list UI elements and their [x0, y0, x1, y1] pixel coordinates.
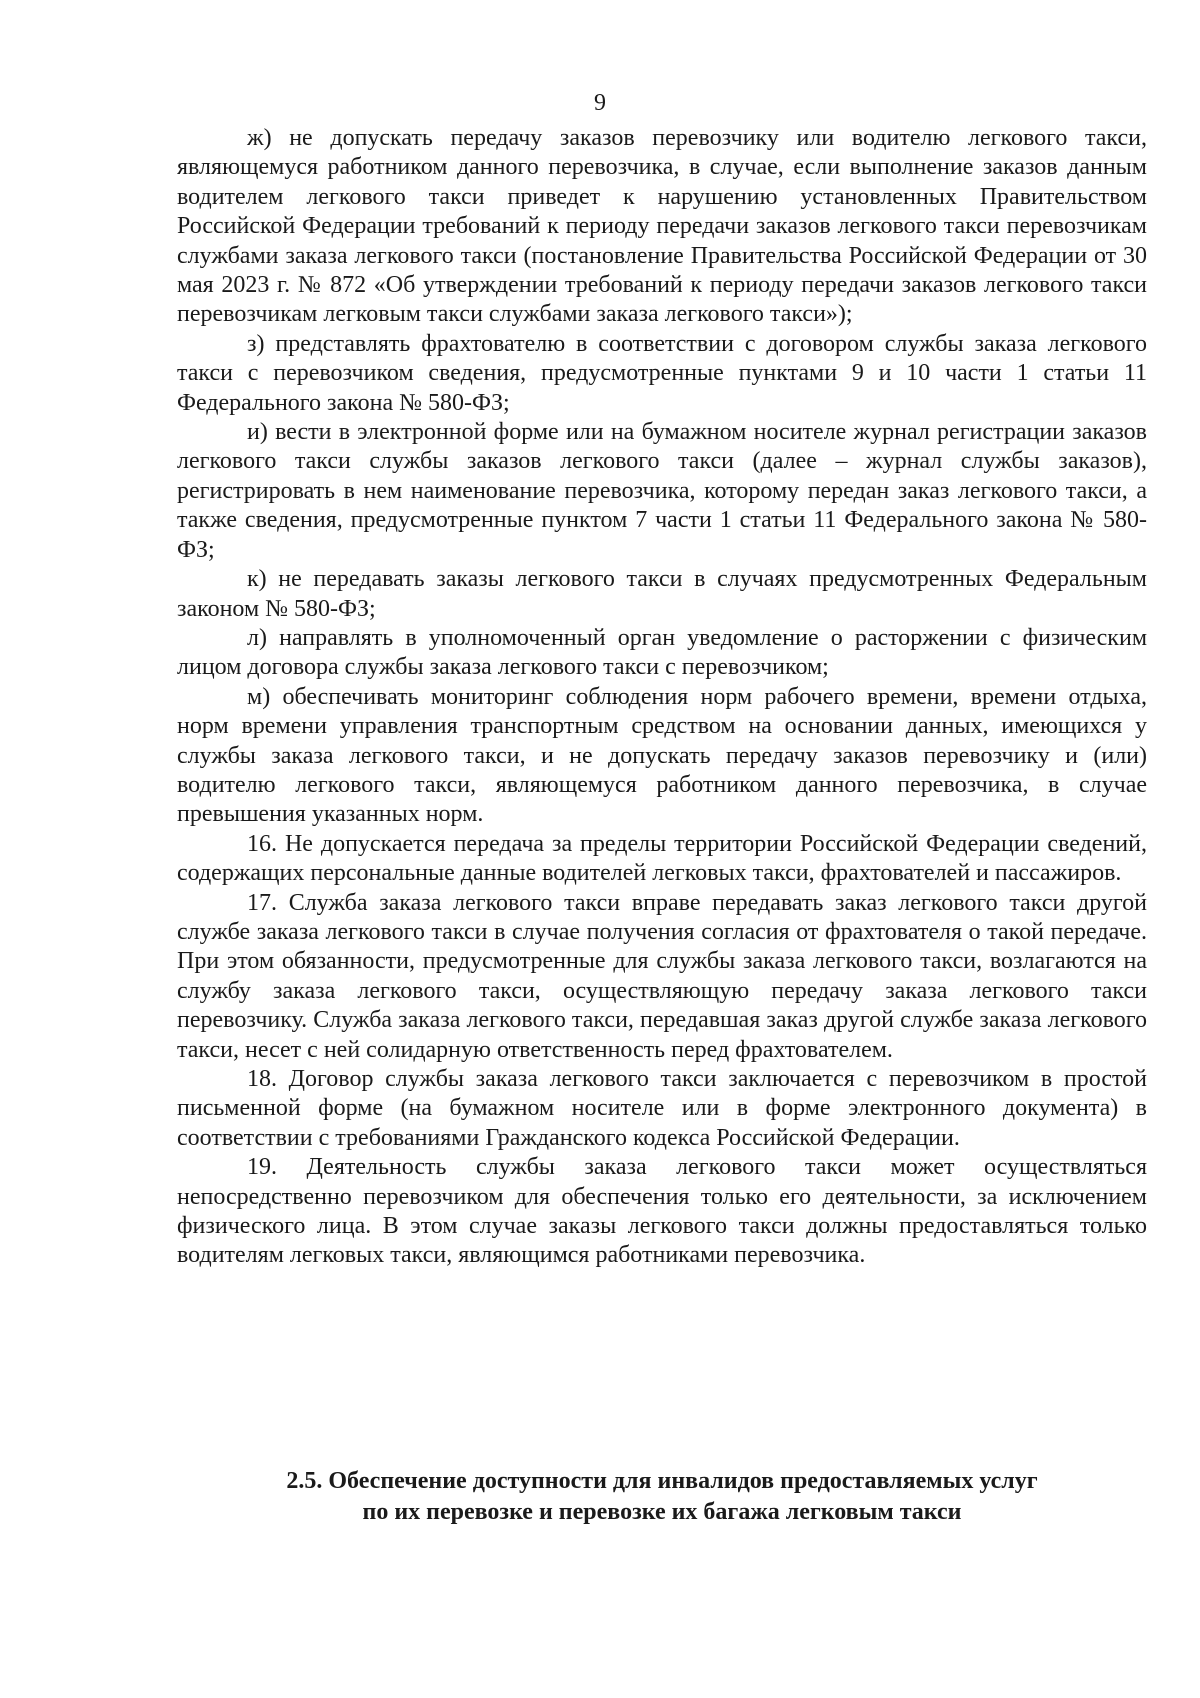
paragraph-l: л) направлять в уполномоченный орган уведомление о расторжении с физическим лицом договора службы заказа легкового такси с перевозчиком;	[177, 624, 1147, 681]
paragraph-z: з) представлять фрахтователю в соответствии с договором службы заказа легкового такси с перевозчиком сведения, предусмотренные пунктами 9 и 10 части 1 статьи 11 Федерального закона № 580-ФЗ;	[177, 330, 1147, 416]
paragraph-m: м) обеспечивать мониторинг соблюдения норм рабочего времени, времени отдыха, норм времени управления транспортным средством на основании данных, имеющихся у службы заказа легкового такси, и не допускать передачу заказов перевозчику и (или) водителю легкового такси, являющемуся работником данного перевозчика, в случае превышения указанных норм.	[177, 683, 1147, 828]
paragraph-k: к) не передавать заказы легкового такси в случаях предусмотренных Федеральным законом № 580-ФЗ;	[177, 566, 1147, 622]
document-body	[177, 124, 1147, 1271]
paragraph-16: 16. Не допускается передача за пределы территории Российской Федерации сведений, содержащих персональные данные водителей легковых такси, фрахтователей и пассажиров.	[177, 830, 1147, 887]
page-number: 9	[594, 90, 606, 116]
paragraph-zh: ж) не допускать передачу заказов перевозчику или водителю легкового такси, являющемуся работником данного перевозчика, в случае, если выполнение заказов данным водителем легкового такси приведет к нарушению установленных Правительством Российской Федерации требований к периоду передачи заказов легкового такси перевозчикам службами заказа легкового такси (постановление Правительства Российской Федерации от 30 мая 2023 г. № 872 «Об утверждении требований к периоду передачи заказов легкового такси перевозчикам легковым такси службами заказа легкового такси»);	[177, 125, 1147, 328]
paragraph-i: и) вести в электронной форме или на бумажном носителе журнал регистрации заказов легкового такси службы заказов легкового такси (далее – журнал службы заказов), регистрировать в нем наименование перевозчика, которому передан заказ легкового такси, а также сведения, предусмотренные пунктом 7 части 1 статьи 11 Федерального закона № 580-ФЗ;	[177, 419, 1147, 563]
paragraph-19: 19. Деятельность службы заказа легкового такси может осуществляться непосредственно перевозчиком для обеспечения только его деятельности, за исключением физического лица. В этом случае заказы легкового такси должны предоставляться только водителям легковых такси, являющимся работниками перевозчика.	[177, 1154, 1147, 1269]
section-heading-line-2: по их перевозке и перевозке их багажа легковым такси	[362, 1499, 962, 1525]
section-heading	[177, 1466, 1147, 1528]
paragraph-18: 18. Договор службы заказа легкового такси заключается с перевозчиком в простой письменной форме (на бумажном носителе или в форме электронного документа) в соответствии с требованиями Гражданского кодекса Российской Федерации.	[177, 1066, 1147, 1151]
paragraph-17: 17. Служба заказа легкового такси вправе передавать заказ легкового такси другой службе заказа легкового такси в случае получения согласия от фрахтователя о такой передаче. При этом обязанности, предусмотренные для службы заказа легкового такси, возлагаются на службу заказа легкового такси, осуществляющую передачу заказа легкового такси перевозчику. Служба заказа легкового такси, передавшая заказ другой службе заказа легкового такси, несет с ней солидарную ответственность перед фрахтователем.	[177, 889, 1147, 1063]
section-heading-line-1: 2.5. Обеспечение доступности для инвалидов предоставляемых услуг	[286, 1468, 1038, 1494]
